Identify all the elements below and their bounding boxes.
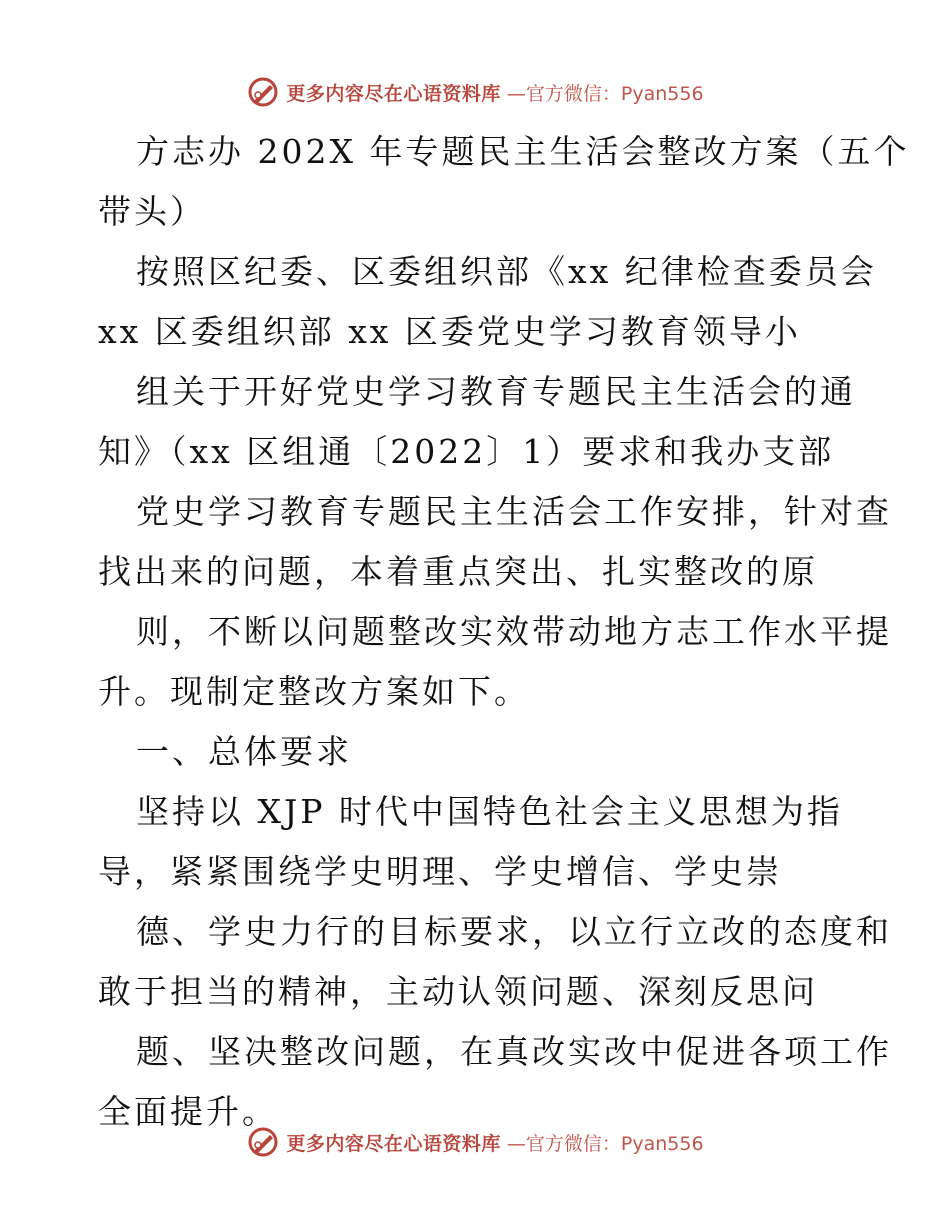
watermark-brand-text: 更多内容尽在心语资料库 xyxy=(286,82,501,105)
brand-logo-icon xyxy=(246,1125,280,1159)
section-heading: 一、总体要求 xyxy=(136,732,352,771)
watermark-footer xyxy=(0,1120,950,1164)
doc-line: 德、学史力行的目标要求，以立行立改的态度和 xyxy=(136,912,892,951)
doc-line: 党史学习教育专题民主生活会工作安排，针对查 xyxy=(136,492,892,531)
doc-line: 则，不断以问题整改实效带动地方志工作水平提 xyxy=(136,612,892,651)
doc-line: 敢于担当的精神，主动认领问题、深刻反思问 xyxy=(98,972,818,1011)
watermark-header xyxy=(0,70,950,114)
watermark-contact-text: —官方微信：Pyan556 xyxy=(506,1132,704,1155)
doc-line: 导，紧紧围绕学史明理、学史增信、学史崇 xyxy=(98,852,782,891)
doc-line: 组关于开好党史学习教育专题民主生活会的通 xyxy=(136,372,856,411)
doc-line: xx 区委组织部 xx 区委党史学习教育领导小 xyxy=(98,312,801,351)
doc-line: 升。现制定整改方案如下。 xyxy=(98,672,530,711)
brand-logo-icon xyxy=(246,75,280,109)
doc-line: 按照区纪委、区委组织部《xx 纪律检查委员会 xyxy=(136,252,877,291)
doc-line: 带头） xyxy=(98,192,206,231)
watermark-contact-text: —官方微信：Pyan556 xyxy=(506,82,704,105)
document-body xyxy=(98,122,910,1142)
doc-line: 坚持以 XJP 时代中国特色社会主义思想为指 xyxy=(136,792,843,831)
doc-line: 知》（xx 区组通〔2022〕1）要求和我办支部 xyxy=(98,432,835,471)
doc-line: 找出来的问题，本着重点突出、扎实整改的原 xyxy=(98,552,818,591)
watermark-brand-text: 更多内容尽在心语资料库 xyxy=(286,1132,501,1155)
doc-line: 题、坚决整改问题，在真改实改中促进各项工作 xyxy=(136,1032,892,1071)
doc-line: 全面提升。 xyxy=(98,1092,278,1131)
doc-line: 方志办 202X 年专题民主生活会整改方案（五个 xyxy=(136,132,910,171)
